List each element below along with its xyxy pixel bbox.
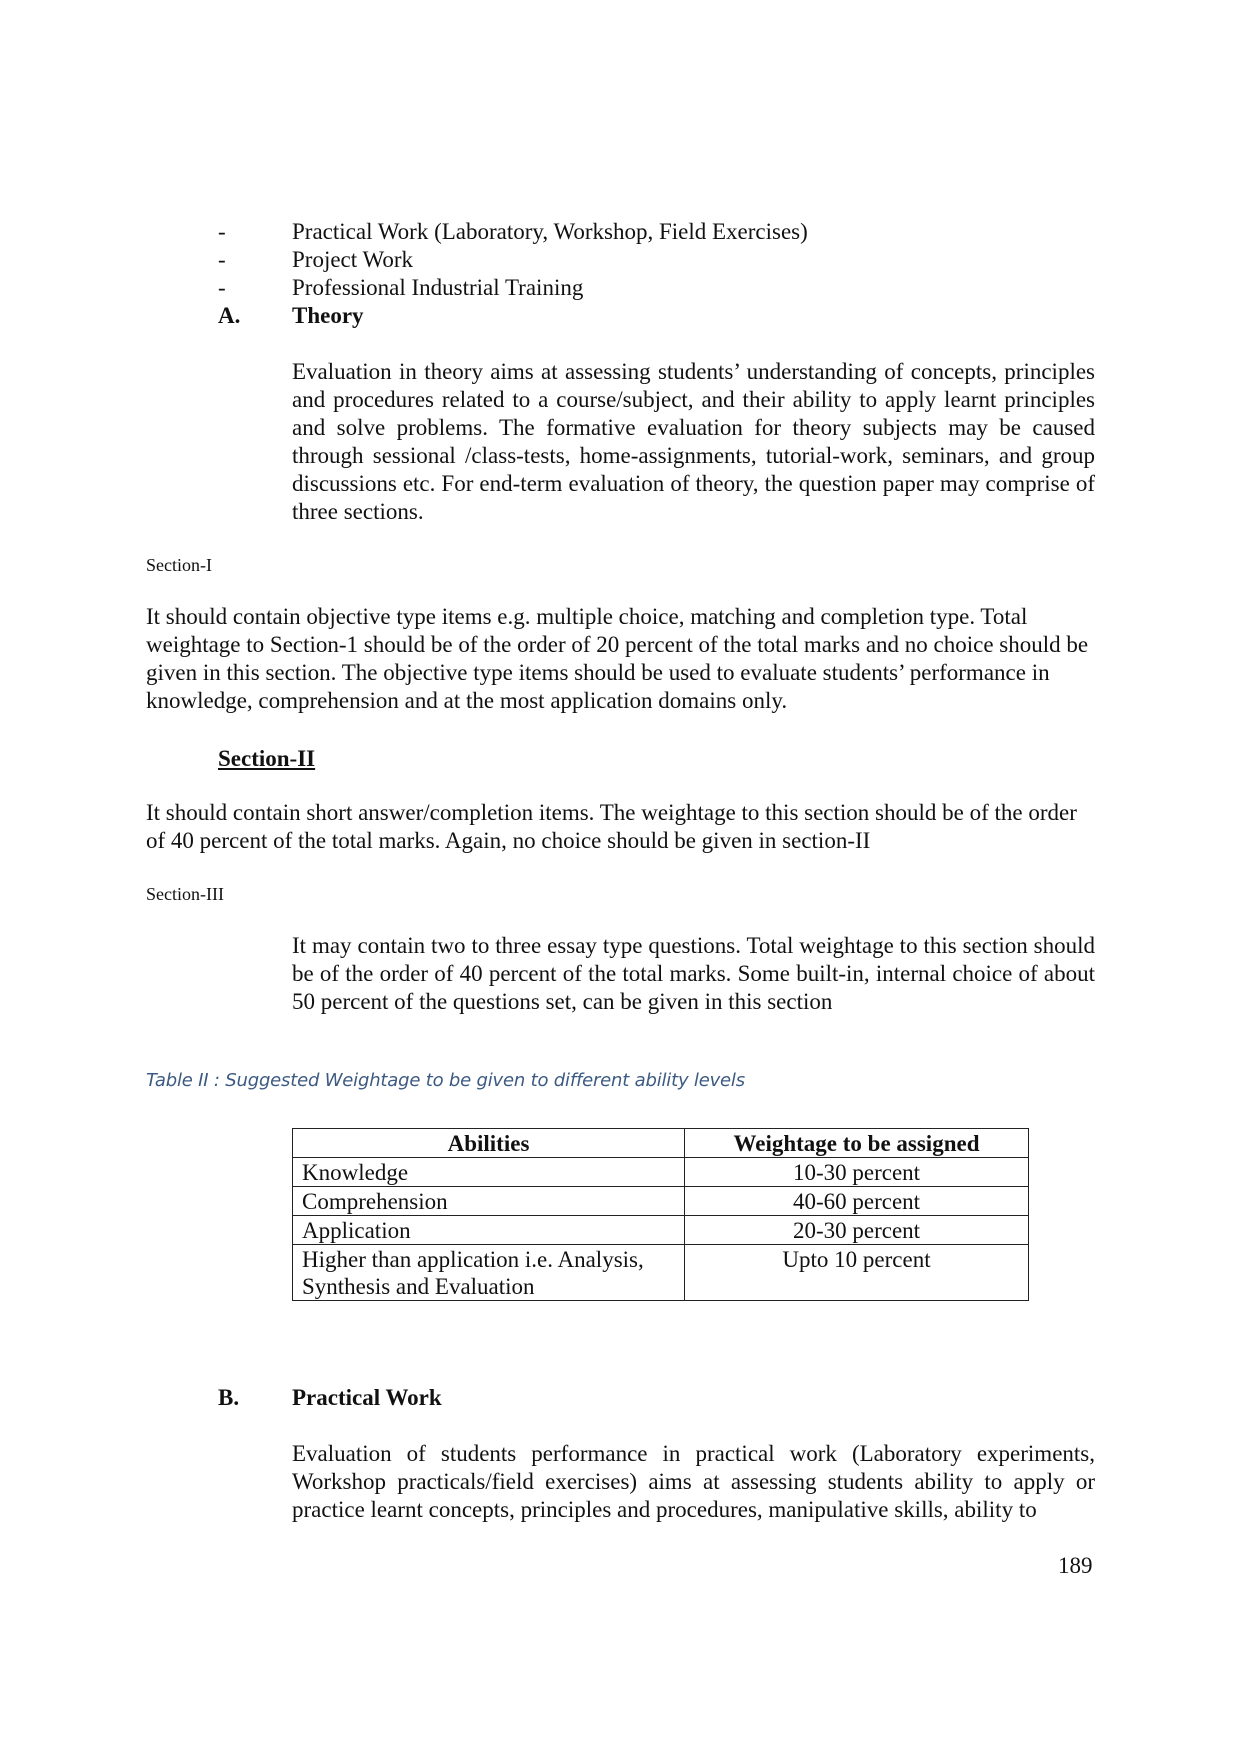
ability-cell: Application: [293, 1216, 685, 1245]
bullet-item-practical-work: [218, 218, 808, 246]
weightage-cell: 10-30 percent: [685, 1158, 1029, 1187]
bullet-item-industrial-training: [218, 274, 583, 302]
section-2-heading: Section-II: [218, 746, 316, 771]
weightage-cell: 40-60 percent: [685, 1187, 1029, 1216]
section-b-paragraph: Evaluation of students performance in practical work (Laboratory experiments, Workshop practicals/field exercises) aims at assessing students ability to apply or practice learnt concepts, principles and procedures, manipulative skills, ability to: [292, 1441, 1095, 1522]
table-row: [293, 1158, 1029, 1187]
table-row: [293, 1187, 1029, 1216]
weightage-cell: Upto 10 percent: [685, 1245, 1029, 1301]
bullet-dash: -: [218, 247, 226, 272]
section-3-label: Section-III: [146, 884, 224, 904]
section-a-title: Theory: [292, 303, 364, 328]
section-1-paragraph: It should contain objective type items e.g. multiple choice, matching and completion type. Total weightage to Section-1 should be of the order of 20 percent of the total marks and no choice should be given in this section. The objective type items should be used to evaluate students’ performance in knowledge, comprehension and at the most application domains only.: [146, 604, 1089, 713]
bullet-dash: -: [218, 219, 226, 244]
bullet-item-project-work: [218, 246, 413, 274]
column-header-weightage: Weightage to be assigned: [685, 1129, 1029, 1158]
section-3-paragraph: It may contain two to three essay type questions. Total weightage to this section should be of the order of 40 percent of the total marks. Some built-in, internal choice of about 50 percent of the questions set, can be given in this section: [292, 933, 1095, 1014]
table-header-row: [293, 1129, 1029, 1158]
weightage-table: [292, 1128, 1029, 1301]
weightage-cell: 20-30 percent: [685, 1216, 1029, 1245]
bullet-text: Professional Industrial Training: [292, 275, 584, 300]
section-b-letter: B.: [218, 1385, 240, 1410]
ability-cell: Knowledge: [293, 1158, 685, 1187]
page-number: 189: [1058, 1553, 1093, 1578]
section-2-paragraph: It should contain short answer/completion items. The weightage to this section should be of the order of 40 percent of the total marks. Again, no choice should be given in section-II: [146, 800, 1077, 853]
section-b-title: Practical Work: [292, 1385, 442, 1410]
column-header-abilities: Abilities: [293, 1129, 685, 1158]
ability-cell: Higher than application i.e. Analysis, Synthesis and Evaluation: [293, 1245, 685, 1301]
bullet-text: Project Work: [292, 247, 414, 272]
table-row: [293, 1216, 1029, 1245]
section-a-paragraph: Evaluation in theory aims at assessing students’ understanding of concepts, principles and procedures related to a course/subject, and their ability to apply learnt principles and solve problems. The formative evaluation for theory subjects may be caused through sessional /class-tests, home-assignments, tutorial-work, seminars, and group discussions etc. For end-term evaluation of theory, the question paper may comprise of three sections.: [292, 359, 1095, 524]
table-row: [293, 1245, 1029, 1301]
bullet-dash: -: [218, 275, 226, 300]
section-1-label: Section-I: [146, 555, 212, 575]
section-b-heading: [218, 1384, 442, 1412]
section-a-heading: [218, 302, 364, 330]
table-caption: Table II : Suggested Weightage to be given to different ability levels: [146, 1070, 745, 1091]
ability-cell: Comprehension: [293, 1187, 685, 1216]
bullet-text: Practical Work (Laboratory, Workshop, Field Exercises): [292, 219, 808, 244]
section-a-letter: A.: [218, 303, 241, 328]
